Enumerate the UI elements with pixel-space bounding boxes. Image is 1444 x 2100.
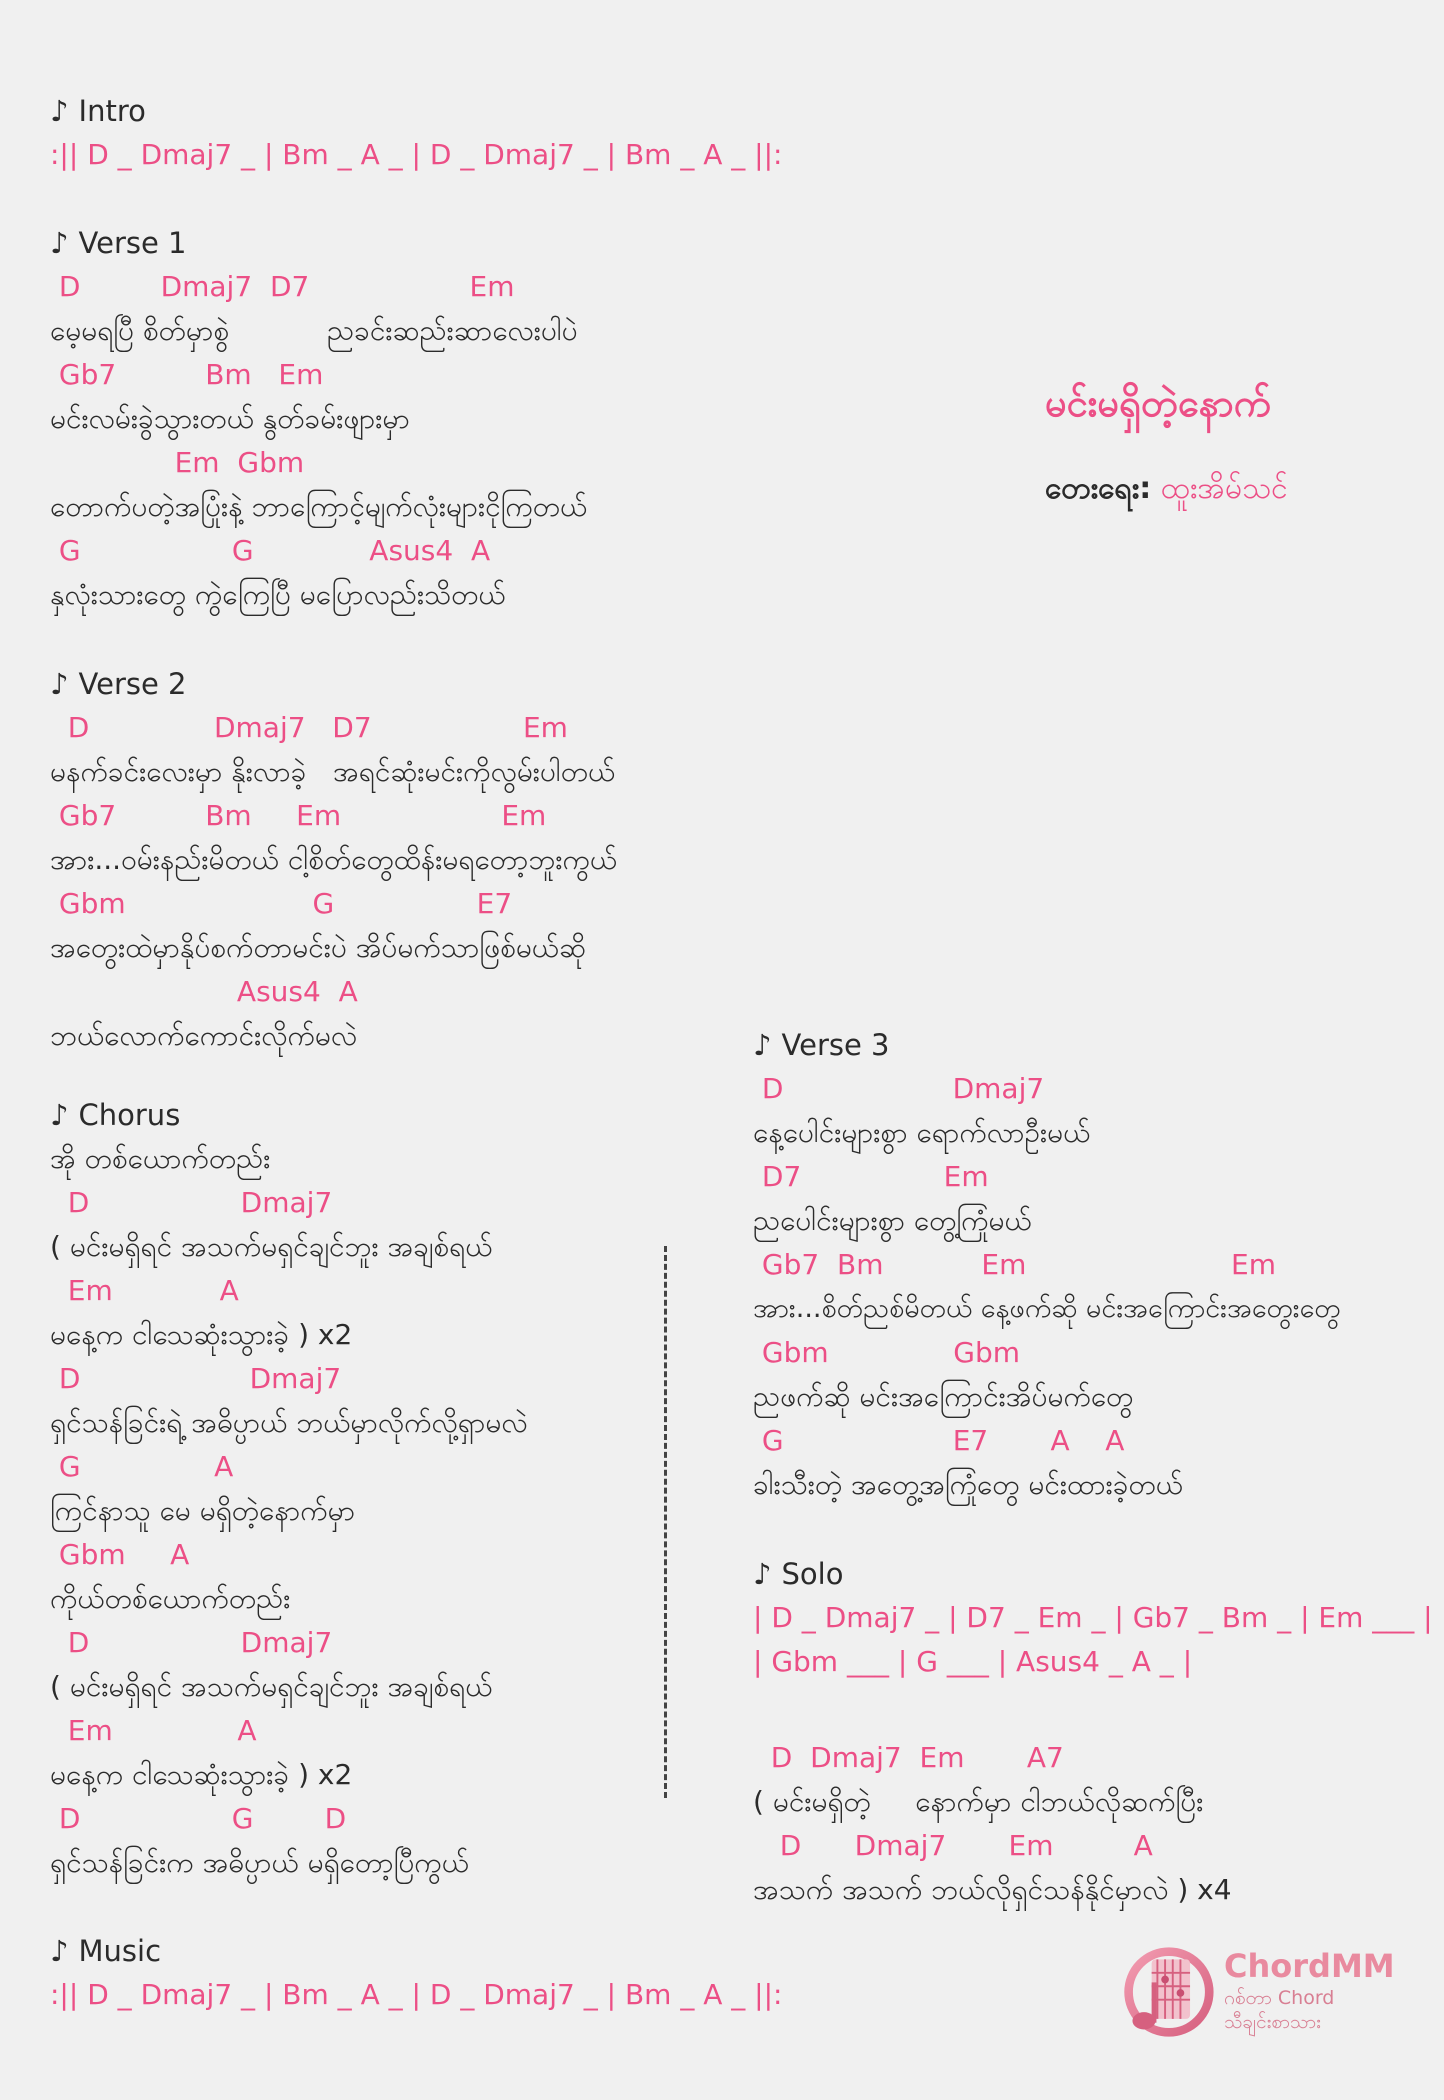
chord-line: Asus4 A: [50, 975, 358, 1008]
section-solo: [753, 1552, 1433, 1684]
lyric-line: ရှင်သန်ခြင်းရဲ့ အဓိပ္ပာယ် ဘယ်မှာလိုက်လို့ရှာမလဲ: [50, 1406, 528, 1439]
lyric-line: ( မင်းမရှိတဲ့ နောက်မှာ ငါဘယ်လိုဆက်ပြီး: [753, 1785, 1204, 1818]
chord-line: D Dmaj7 Em A: [753, 1829, 1153, 1862]
author-label: တေးရေး:: [1045, 471, 1152, 506]
lyric-line: ရှင်သန်ခြင်းက အဓိပ္ပာယ် မရှိတော့ပြီကွယ်: [50, 1846, 469, 1879]
lyric-line: နေ့ပေါင်းများစွာ ရောက်လာဦးမယ်: [753, 1116, 1091, 1149]
section-heading: [50, 89, 782, 133]
lyric-line: ဘယ်လောက်ကောင်းလိုက်မလဲ: [50, 1019, 358, 1052]
author-name: ထူးအိမ်သင်: [1160, 471, 1288, 506]
music-note-icon: ♪: [50, 94, 69, 128]
lyric-line: အတွေးထဲမှာနိုပ်စက်တာမင်းပဲ အိပ်မက်သာဖြစ်မယ်ဆို: [50, 931, 587, 964]
song-author: [1045, 467, 1288, 511]
chord-line: Gb7 Bm Em: [50, 358, 324, 391]
chord-line: Gbm A: [50, 1538, 190, 1571]
section-heading: [753, 1023, 1341, 1067]
chord-progression: | D _ Dmaj7 _ | D7 _ Em _ | Gb7 _ Bm _ | Em ___ |: [753, 1601, 1433, 1634]
chord-line: Gb7 Bm Em Em: [50, 799, 547, 832]
logo-subtitle-line: ဂစ်တာ Chord: [1224, 1987, 1335, 2009]
lyric-line: မနေ့က ငါသေဆုံးသွားခဲ့ ) x2: [50, 1758, 353, 1791]
lyric-line: ခါးသီးတဲ့ အတွေ့အကြုံတွေ မင်းထားခဲ့တယ်: [753, 1468, 1183, 1501]
chord-line: Gbm Gbm: [753, 1336, 1020, 1369]
logo-subtitle: [1224, 1986, 1334, 2034]
lyric-line: မနေ့က ငါသေဆုံးသွားခဲ့ ) x2: [50, 1318, 353, 1351]
section-heading-label: Music: [78, 1934, 162, 1968]
chord-progression: :|| D _ Dmaj7 _ | Bm _ A _ | D _ Dmaj7 _ | Bm _ A _ ||:: [50, 1978, 783, 2011]
section-heading-label: Verse 1: [78, 226, 187, 260]
lyric-line: မေ့မရပြီ စိတ်မှာစွဲ ညခင်းဆည်းဆာလေးပါပဲ: [50, 314, 578, 347]
lyric-line: ညဖက်ဆို မင်းအကြောင်းအိပ်မက်တွေ: [753, 1380, 1134, 1413]
section-heading-label: Intro: [78, 94, 146, 128]
logo-name: ChordMM: [1224, 1947, 1395, 1985]
lyric-line: အသက် အသက် ဘယ်လိုရှင်သန်နိုင်မှာလဲ ) x4: [753, 1873, 1232, 1906]
lyric-line: မနက်ခင်းလေးမှာ နိုးလာခဲ့ အရင်ဆုံးမင်းကိုလွမ်းပါတယ်: [50, 755, 616, 788]
section-heading: [50, 1929, 782, 1973]
lyric-line: ကိုယ်တစ်ယောက်တည်း: [50, 1582, 291, 1615]
lyric-line: တောက်ပတဲ့အပြုံးနဲ့ ဘာကြောင့်မျက်လုံးများငိုကြတယ်: [50, 490, 588, 523]
chord-line: Gbm G E7: [50, 887, 513, 920]
column-divider: [664, 1246, 667, 1798]
section-heading: [50, 662, 617, 706]
chord-line: D Dmaj7: [50, 1362, 342, 1395]
lyric-line: အား...စိတ်ညစ်မိတယ် နေ့ဖက်ဆို မင်းအကြောင်းအတွေးတွေ: [753, 1293, 1341, 1324]
lyric-line: အား...ဝမ်းနည်းမိတယ် ငါ့စိတ်တွေထိန်းမရတော့ဘူးကွယ်: [50, 843, 618, 876]
chord-line: Em A: [50, 1714, 257, 1747]
music-note-icon: ♪: [50, 226, 69, 260]
chord-line: D Dmaj7 D7 Em: [50, 270, 515, 303]
lyric-line: ( မင်းမရှိရင် အသက်မရှင်ချင်ဘူး အချစ်ရယ်: [50, 1670, 493, 1703]
chordmm-logo: [1118, 1938, 1395, 2048]
chord-line: Gb7 Bm Em Em: [753, 1248, 1277, 1281]
chord-line: D7 Em: [753, 1160, 989, 1193]
chord-progression: :|| D _ Dmaj7 _ | Bm _ A _ | D _ Dmaj7 _ | Bm _ A _ ||:: [50, 138, 783, 171]
chord-line: D G D: [50, 1802, 347, 1835]
section-heading-label: Solo: [781, 1557, 844, 1591]
logo-subtitle-line: သီချင်းစာသား: [1224, 2011, 1321, 2033]
lyric-line: ကြင်နာသူ မေ မရှိတဲ့နောက်မှာ: [50, 1494, 356, 1527]
chord-line: D Dmaj7 Em A7: [753, 1741, 1064, 1774]
song-title: မင်းမရှိတဲ့နောက်: [1045, 381, 1272, 425]
section-heading: [50, 221, 587, 265]
section-verse-1: [50, 221, 587, 617]
music-note-icon: ♪: [50, 667, 69, 701]
lyric-line: နှလုံးသားတွေ ကွဲကြေပြီ မပြောလည်းသိတယ်: [50, 578, 506, 611]
lyric-line: ( မင်းမရှိရင် အသက်မရှင်ချင်ဘူး အချစ်ရယ်: [50, 1230, 493, 1263]
chord-line: D Dmaj7: [753, 1072, 1045, 1105]
section-music: [50, 1929, 782, 2017]
music-note-icon: ♪: [753, 1557, 772, 1591]
chord-line: G A: [50, 1450, 234, 1483]
chord-progression: | Gbm ___ | G ___ | Asus4 _ A _ |: [753, 1645, 1193, 1678]
lyric-line: မင်းလမ်းခွဲသွားတယ် နွတ်ခမ်းဖျားမှာ: [50, 402, 410, 435]
section-heading: [50, 1093, 528, 1137]
lyric-line: အို တစ်ယောက်တည်း: [50, 1142, 271, 1175]
chord-line: D Dmaj7: [50, 1626, 333, 1659]
section-heading: [753, 1552, 1433, 1596]
section-outro: [753, 1736, 1232, 1912]
chord-line: Em A: [50, 1274, 239, 1307]
chord-line: G G Asus4 A: [50, 534, 491, 567]
chord-line: D Dmaj7: [50, 1186, 333, 1219]
music-note-icon: ♪: [50, 1098, 69, 1132]
section-chorus: [50, 1093, 528, 1885]
music-note-icon: ♪: [753, 1028, 772, 1062]
section-verse-3: [753, 1023, 1341, 1507]
chord-line: G E7 A A: [753, 1424, 1125, 1457]
section-verse-2: [50, 662, 617, 1058]
section-heading-label: Chorus: [78, 1098, 181, 1132]
chord-line: D Dmaj7 D7 Em: [50, 711, 568, 744]
music-note-icon: ♪: [50, 1934, 69, 1968]
section-heading-label: Verse 3: [781, 1028, 890, 1062]
chord-line: Em Gbm: [50, 446, 305, 479]
section-heading-label: Verse 2: [78, 667, 187, 701]
guitar-logo-icon: [1118, 1944, 1216, 2040]
lyric-line: ညပေါင်းများစွာ တွေ့ကြုံမယ်: [753, 1204, 1032, 1237]
section-intro: [50, 89, 782, 177]
